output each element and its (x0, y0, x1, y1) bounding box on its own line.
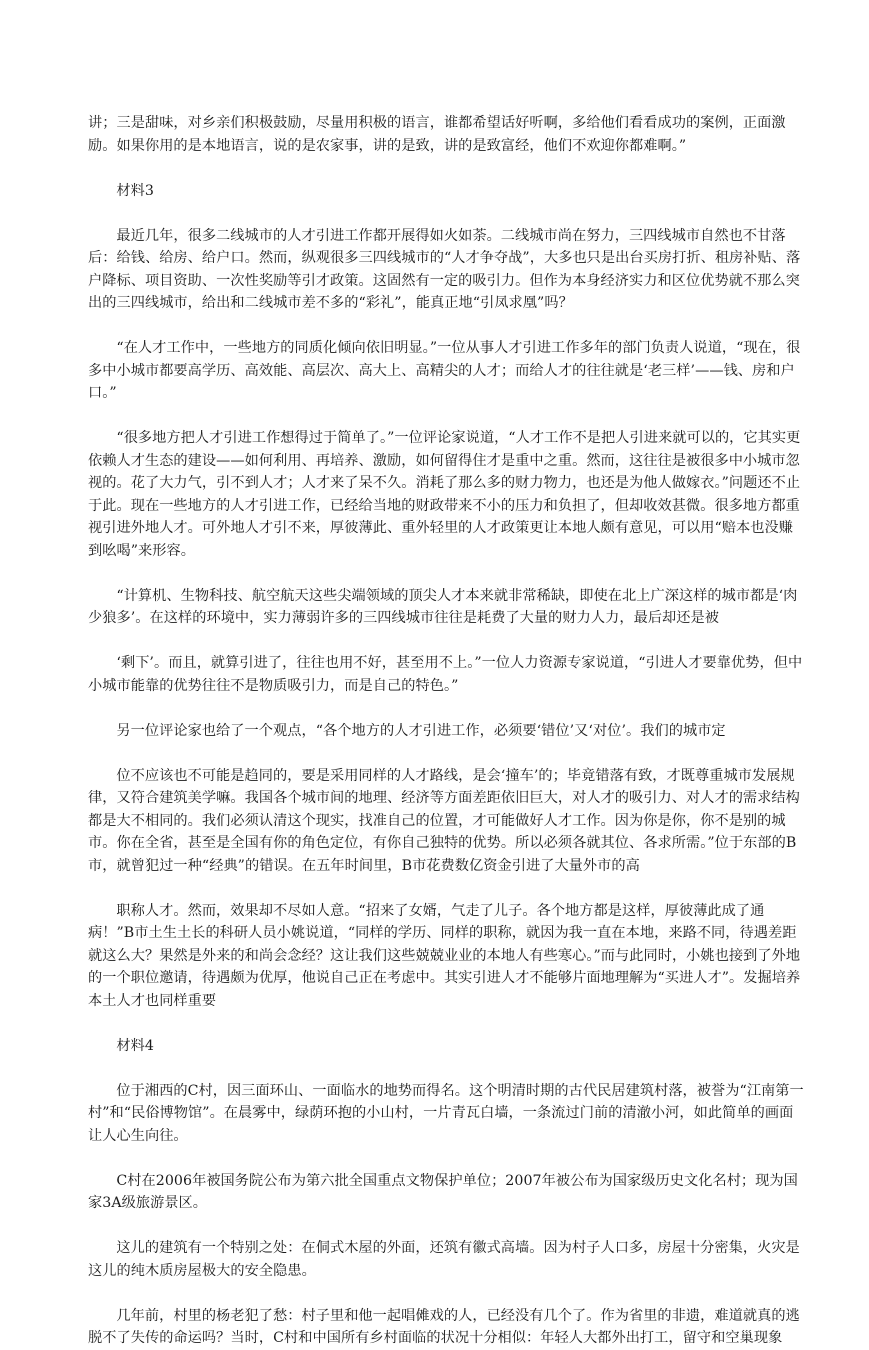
paragraph: 另一位评论家也给了一个观点，“各个地方的人才引进工作，必须要‘错位’又‘对位’。我们的城市定 (116, 722, 726, 739)
paragraph: 几年前，村里的杨老犯了愁：村子里和他一起唱傩戏的人，已经没有几个了。作为省里的非遗，难道就真的逃脱不了失传的命运吗？当时，C村和中国所有乡村面临的状况十分相似：年轻人大都外出打工，留守和空巢现象 (88, 1307, 800, 1346)
paragraph: “计算机、生物科技、航空航天这些尖端领域的顶尖人才本来就非常稀缺，即使在北上广深这样的城市都是‘肉少狼多’。在这样的环境中，实力薄弱许多的三四线城市往往是耗费了大量的财力人力，最后却还是被 (88, 587, 798, 626)
paragraph: ‘剩下’。而且，就算引进了，往往也用不好，甚至用不上。”一位人力资源专家说道，“引进人才要靠优势，但中小城市能靠的优势往往不是物质吸引力，而是自己的特色。” (88, 655, 803, 694)
paragraph: 这儿的建筑有一个特别之处：在侗式木屋的外面，还筑有徽式高墙。因为村子人口多，房屋十分密集，火灾是这儿的纯木质房屋极大的安全隐患。 (88, 1240, 800, 1279)
paragraph: C村在2006年被国务院公布为第六批全国重点文物保护单位；2007年被公布为国家级历史文化名村；现为国家3A级旅游景区。 (88, 1172, 798, 1211)
section-heading-material-3: 材料3 (116, 182, 154, 199)
paragraph: 位不应该也不可能是趋同的，要是采用同样的人才路线，是会‘撞车’的；毕竟错落有致，才既尊重城市发展规律，又符合建筑美学嘛。我国各个城市间的地理、经济等方面差距依旧巨大，对人才的吸引力、对人才的需求结构都是大不相同的。我们必须认清这个现实，找准自己的位置，才可能做好人才工作。因为你是你，你不是别的城市。你在全省，甚至是全国有你的角色定位，有你自己独特的优势。所以必须各就其位、各求所需。”位于东部的B市，就曾犯过一种“经典”的错误。在五年时间里，B市花费数亿资金引进了大量外市的高 (88, 767, 800, 874)
section-heading-material-4: 材料4 (116, 1037, 154, 1054)
paragraph: 最近几年，很多二线城市的人才引进工作都开展得如火如荼。二线城市尚在努力，三四线城市自然也不甘落后：给钱、给房、给户口。然而，纵观很多三四线城市的“人才争夺战”，大多也只是出台买房打折、租房补贴、落户降标、项目资助、一次性奖励等引才政策。这固然有一定的吸引力。但作为本身经济实力和区位优势就不那么突出的三四线城市，给出和二线城市差不多的“彩礼”，能真正地“引凤求凰”吗？ (88, 227, 801, 311)
paragraph: “在人才工作中，一些地方的同质化倾向依旧明显。”一位从事人才引进工作多年的部门负责人说道，“现在，很多中小城市都要高学历、高效能、高层次、高大上、高精尖的人才；而给人才的往往就是‘老三样’——钱、房和户口。” (88, 340, 801, 401)
paragraph: 位于湘西的C村，因三面环山、一面临水的地势而得名。这个明清时期的古代民居建筑村落，被誉为“江南第一村”和“民俗博物馆”。在晨雾中，绿荫环抱的小山村，一片青瓦白墙，一条流过门前的清澈小河，如此简单的画面让人心生向往。 (88, 1082, 804, 1144)
paragraph: “很多地方把人才引进工作想得过于简单了。”一位评论家说道，“人才工作不是把人引进来就可以的，它其实更依赖人才生态的建设——如何利用、再培养、激励，如何留得住才是重中之重。然而，这往往是被很多中小城市忽视的。花了大力气，引不到人才；人才来了呆不久。消耗了那么多的财力物力，也还是为他人做嫁衣。”问题还不止于此。现在一些地方的人才引进工作，已经给当地的财政带来不小的压力和负担了，但却收效甚微。很多地方都重视引进外地人才。可外地人才引不来，厚彼薄此、重外轻里的人才政策更让本地人颇有意见，可以用“赔本也没赚到吆喝”来形容。 (88, 430, 801, 559)
paragraph-continuation: 讲；三是甜味，对乡亲们积极鼓励，尽量用积极的语言，谁都希望话好听啊，多给他们看看成功的案例，正面激励。如果你用的是本地语言，说的是农家事，讲的是致，讲的是致富经，他们不欢迎你都难啊。” (88, 115, 786, 154)
paragraph: 职称人才。然而，效果却不尽如人意。“招来了女婿，气走了儿子。各个地方都是这样，厚彼薄此成了通病！”B市土生土长的科研人员小姚说道，“同样的学历、同样的职称，就因为我一直在本地，来路不同，待遇差距就这么大？果然是外来的和尚会念经？这让我们这些兢兢业业的本地人有些寒心。”而与此同时，小姚也接到了外地的一个职位邀请，待遇颇为优厚，他说自己正在考虑中。其实引进人才不能够片面地理解为“买进人才”。发掘培养本土人才也同样重要 (88, 902, 801, 1009)
